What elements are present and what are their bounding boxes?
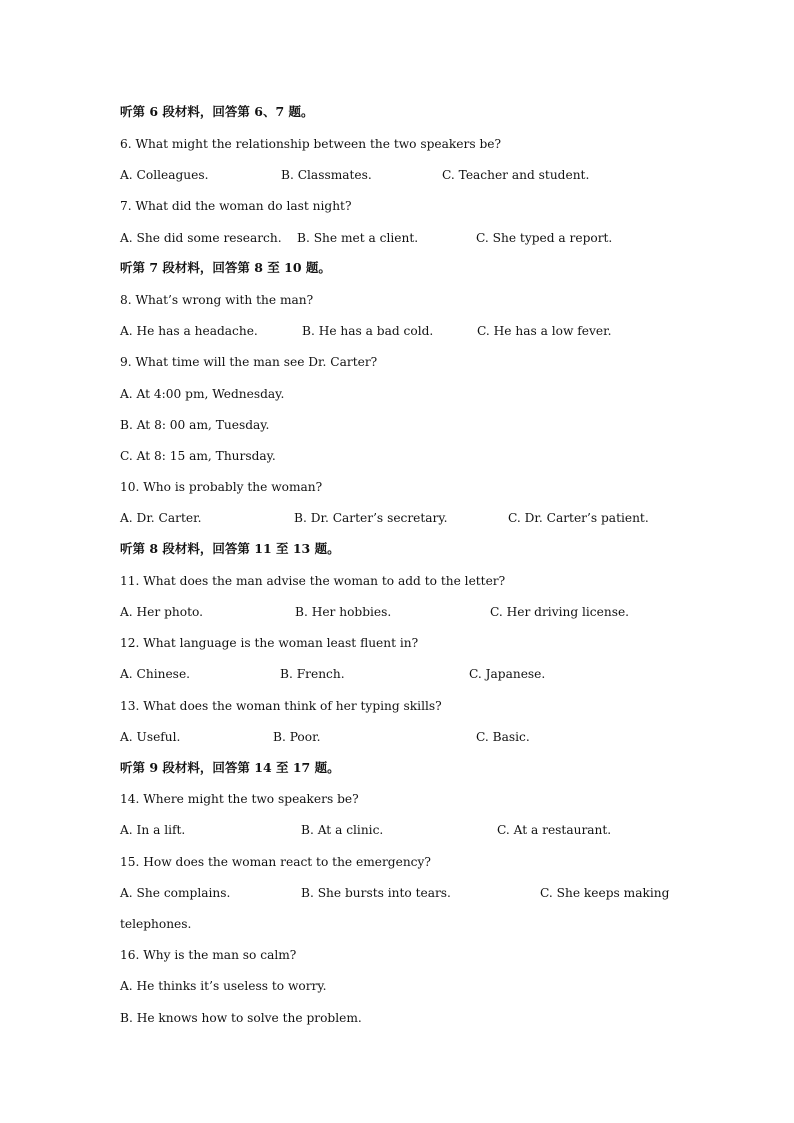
q14-option-a: A. In a lift. [120, 823, 186, 837]
q15-option-c: C. She keeps making [540, 886, 670, 900]
q6-option-a: A. Colleagues. [120, 168, 209, 182]
q10-option-b: B. Dr. Carter’s secretary. [294, 511, 448, 525]
q11-option-c: C. Her driving license. [490, 605, 630, 619]
q7-option-a: A. She did some research. [120, 231, 282, 245]
q11-option-b: B. Her hobbies. [295, 605, 392, 619]
question-8: 8. What’s wrong with the man? [120, 293, 314, 307]
section-heading-8: 听第 8 段材料，回答第 11 至 13 题。 [120, 541, 340, 556]
q15-option-c-continued: telephones. [120, 917, 192, 931]
question-10: 10. Who is probably the woman? [120, 480, 323, 494]
q11-option-a: A. Her photo. [120, 605, 203, 619]
q12-option-c: C. Japanese. [469, 667, 546, 681]
q12-option-a: A. Chinese. [120, 667, 191, 681]
q9-option-a: A. At 4:00 pm, Wednesday. [120, 387, 285, 401]
q12-option-b: B. French. [280, 667, 345, 681]
question-12: 12. What language is the woman least fluent in? [120, 636, 419, 650]
q13-option-a: A. Useful. [120, 730, 181, 744]
question-11: 11. What does the man advise the woman to add to the letter? [120, 574, 506, 588]
q13-option-c: C. Basic. [476, 730, 530, 744]
question-13: 13. What does the woman think of her typing skills? [120, 699, 442, 713]
q7-option-b: B. She met a client. [297, 231, 419, 245]
q7-option-c: C. She typed a report. [476, 231, 613, 245]
q8-option-c: C. He has a low fever. [477, 324, 612, 338]
q8-option-a: A. He has a headache. [120, 324, 258, 338]
section-heading-9: 听第 9 段材料，回答第 14 至 17 题。 [120, 760, 340, 775]
q6-option-b: B. Classmates. [281, 168, 372, 182]
q13-option-b: B. Poor. [273, 730, 321, 744]
q6-option-c: C. Teacher and student. [442, 168, 590, 182]
q15-option-a: A. She complains. [120, 886, 231, 900]
q10-option-c: C. Dr. Carter’s patient. [508, 511, 649, 525]
q15-option-b: B. She bursts into tears. [301, 886, 451, 900]
section-heading-6: 听第 6 段材料，回答第 6、7 题。 [120, 104, 314, 119]
q9-option-c: C. At 8: 15 am, Thursday. [120, 449, 276, 463]
q8-option-b: B. He has a bad cold. [302, 324, 434, 338]
q9-option-b: B. At 8: 00 am, Tuesday. [120, 418, 270, 432]
q16-option-b: B. He knows how to solve the problem. [120, 1011, 362, 1025]
question-6: 6. What might the relationship between the two speakers be? [120, 137, 501, 151]
q14-option-c: C. At a restaurant. [497, 823, 612, 837]
section-heading-7: 听第 7 段材料，回答第 8 至 10 题。 [120, 260, 331, 275]
question-16: 16. Why is the man so calm? [120, 948, 297, 962]
q10-option-a: A. Dr. Carter. [120, 511, 202, 525]
question-14: 14. Where might the two speakers be? [120, 792, 359, 806]
q16-option-a: A. He thinks it’s useless to worry. [120, 979, 327, 993]
question-9: 9. What time will the man see Dr. Carter? [120, 355, 378, 369]
question-7: 7. What did the woman do last night? [120, 199, 352, 213]
q14-option-b: B. At a clinic. [301, 823, 384, 837]
question-15: 15. How does the woman react to the emergency? [120, 855, 431, 869]
